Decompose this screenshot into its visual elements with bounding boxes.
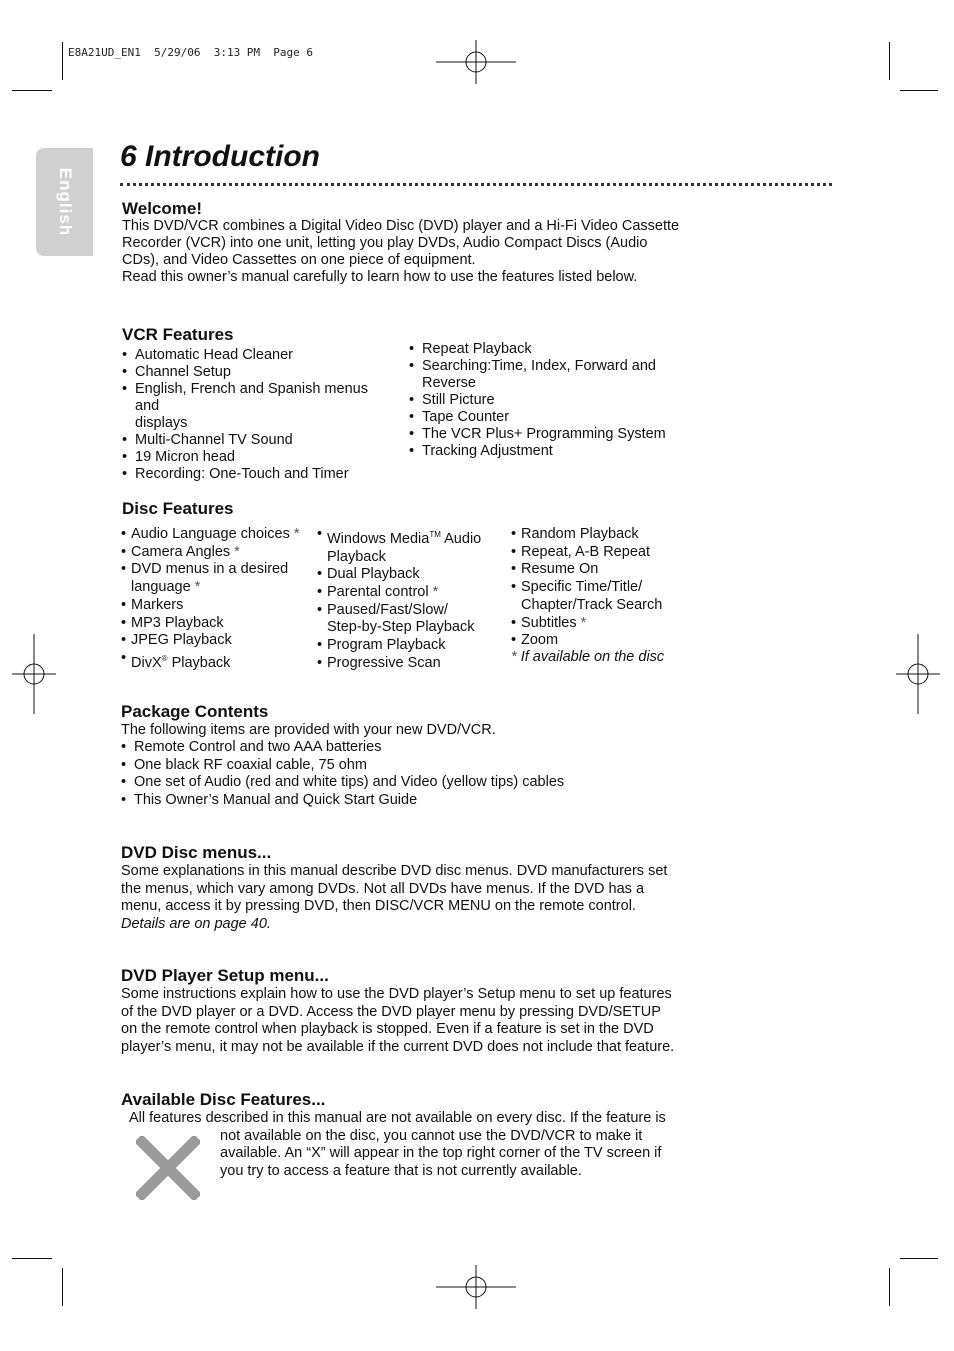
text-line: not available on the disc, you cannot use the DVD/VCR to make it (220, 1127, 643, 1144)
list-item: • Repeat, A-B Repeat (511, 544, 701, 562)
list-item: • 19 Micron head (121, 449, 396, 466)
list-item: • MP3 Playback (121, 615, 311, 633)
list-item: • Windows Media™ Audio Playback (317, 526, 507, 566)
list-item: • Parental control * (317, 584, 507, 602)
list-item: • Automatic Head Cleaner (121, 347, 396, 364)
list-item: • English, French and Spanish menus and displays (121, 381, 396, 432)
registration-mark-top (436, 40, 516, 84)
language-tab (36, 148, 93, 256)
vcr-features-list-left (121, 347, 396, 483)
unavailable-x-icon (136, 1136, 200, 1200)
list-item: • Tracking Adjustment (408, 443, 688, 460)
list-item: • Still Picture (408, 392, 688, 409)
print-slug: E8A21UD_EN1 5/29/06 3:13 PM Page 6 (68, 46, 314, 59)
text-line: Some instructions explain how to use the DVD player’s Setup menu to set up features (121, 986, 672, 1002)
list-item: • Audio Language choices * (121, 526, 311, 544)
package-contents-heading: Package Contents (121, 702, 269, 721)
list-item: • Tape Counter (408, 409, 688, 426)
language-tab-label: English (55, 167, 75, 237)
welcome-heading: Welcome! (122, 199, 202, 218)
text-line: CDs), and Video Cassettes on one piece of equipment. (122, 252, 476, 268)
list-item: • Paused/Fast/Slow/ Step-by-Step Playback (317, 602, 507, 637)
list-item: • Subtitles * (511, 615, 701, 633)
text-line: the menus, which vary among DVDs. Not all DVDs have menus. If the DVD has a (121, 880, 645, 897)
welcome-text (122, 218, 679, 286)
list-item: • DivX® Playback (121, 650, 311, 673)
list-item: • Remote Control and two AAA batteries (120, 739, 720, 757)
text-line: Read this owner’s manual carefully to learn how to use the features listed below. (122, 269, 638, 285)
list-item: • DVD menus in a desired language * (121, 561, 311, 596)
list-item: • Dual Playback (317, 566, 507, 584)
list-item: • Zoom (511, 632, 701, 650)
text-line: menu, access it by pressing DVD, then DISC/VCR MENU on the remote control. (121, 898, 636, 915)
list-item: • The VCR Plus+ Programming System (408, 426, 688, 443)
page-title: 6 Introduction (120, 140, 320, 173)
vcr-features-heading: VCR Features (122, 325, 234, 344)
list-item: • Camera Angles * (121, 544, 311, 562)
text-line: on the remote control when playback is stopped. Even if a feature is set in the DVD (121, 1021, 654, 1038)
registration-mark-bottom (436, 1265, 516, 1309)
list-item: • Markers (121, 597, 311, 615)
list-item: • One black RF coaxial cable, 75 ohm (120, 757, 720, 775)
registration-mark-right (896, 634, 940, 714)
list-item: • Random Playback (511, 526, 701, 544)
dvd-disc-menus-heading: DVD Disc menus... (121, 843, 272, 862)
text-line: This DVD/VCR combines a Digital Video Disc (DVD) player and a Hi-Fi Video Cassette (122, 218, 680, 234)
disc-features-heading: Disc Features (122, 499, 234, 518)
list-item: • Program Playback (317, 637, 507, 655)
package-contents-intro: The following items are provided with your new DVD/VCR. (121, 722, 496, 738)
list-item: • Searching:Time, Index, Forward and Reverse (408, 358, 688, 392)
text-line: available. An “X” will appear in the top right corner of the TV screen if (220, 1145, 662, 1162)
list-item: • Multi-Channel TV Sound (121, 432, 396, 449)
text-line: of the DVD player or a DVD. Access the DVD player menu by pressing DVD/SETUP (121, 1003, 661, 1020)
text-line: you try to access a feature that is not currently available. (220, 1163, 582, 1180)
disc-features-list-col3 (511, 526, 701, 650)
title-divider (120, 183, 832, 186)
dvd-disc-menus-text (121, 863, 667, 934)
available-disc-features-text (129, 1110, 666, 1181)
text-line: Some explanations in this manual describe DVD disc menus. DVD manufacturers set (121, 863, 668, 879)
list-item: • This Owner’s Manual and Quick Start Guide (120, 792, 720, 810)
list-item: • Channel Setup (121, 364, 396, 381)
dvd-player-setup-heading: DVD Player Setup menu... (121, 966, 329, 985)
list-item: • Specific Time/Title/ Chapter/Track Search (511, 579, 701, 614)
text-line: All features described in this manual are not available on every disc. If the feature is (129, 1110, 666, 1126)
text-line: player’s menu, it may not be available if the current DVD does not include that feature. (121, 1039, 675, 1056)
disc-features-list-col1 (121, 526, 311, 672)
list-item: • Resume On (511, 561, 701, 579)
vcr-features-list-right (408, 341, 688, 460)
availability-note: * If available on the disc (511, 649, 665, 665)
list-item: • Recording: One-Touch and Timer (121, 466, 396, 483)
list-item: • JPEG Playback (121, 632, 311, 650)
list-item: • One set of Audio (red and white tips) and Video (yellow tips) cables (120, 774, 720, 792)
registration-mark-left (12, 634, 56, 714)
details-reference: Details are on page 40. (121, 916, 271, 933)
list-item: • Repeat Playback (408, 341, 688, 358)
package-contents-list (120, 739, 720, 810)
disc-features-list-col2 (317, 526, 507, 672)
dvd-player-setup-text (121, 986, 674, 1057)
available-disc-features-heading: Available Disc Features... (121, 1090, 326, 1109)
text-line: Recorder (VCR) into one unit, letting you play DVDs, Audio Compact Discs (Audio (122, 235, 648, 251)
list-item: • Progressive Scan (317, 655, 507, 673)
